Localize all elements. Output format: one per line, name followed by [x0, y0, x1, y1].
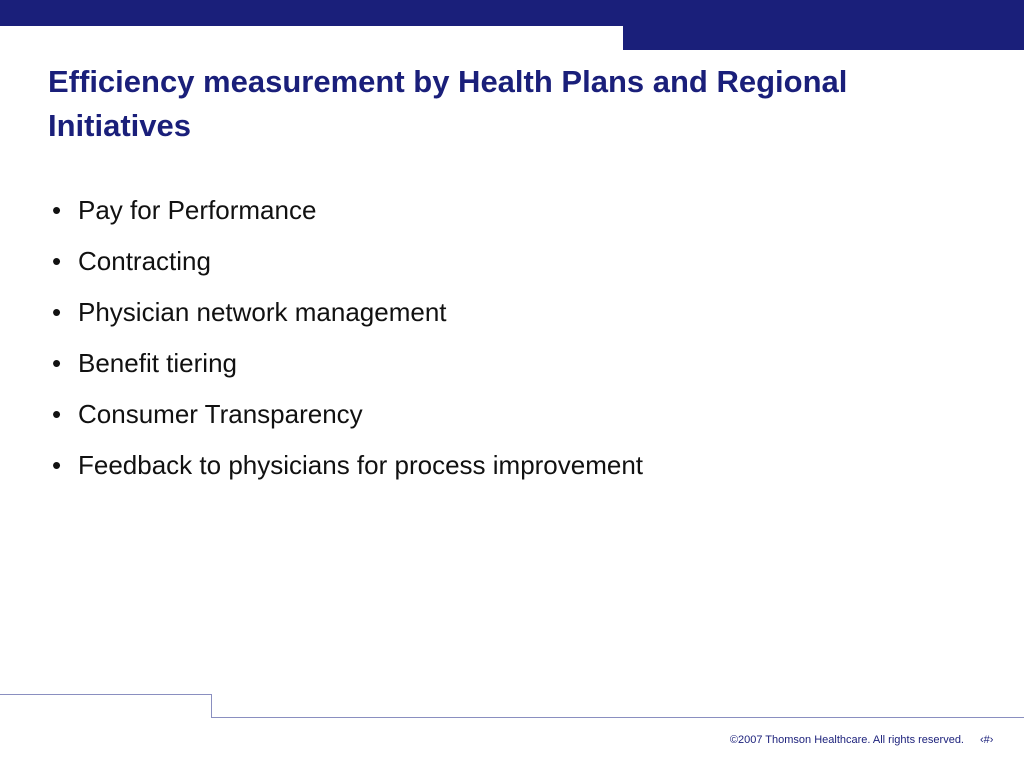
- slide-title: Efficiency measurement by Health Plans and Regional Initiatives: [48, 64, 848, 143]
- bullet-item: [52, 398, 643, 449]
- footer-rule-step: [211, 694, 212, 718]
- bullet-icon: •: [52, 399, 62, 429]
- bullet-text: Feedback to physicians for process improvement: [78, 450, 644, 480]
- bullet-list: [52, 194, 643, 500]
- bullet-text: Pay for Performance: [78, 195, 317, 225]
- footer-rule-left: [0, 694, 212, 695]
- footer-rule-right: [211, 717, 1024, 718]
- bullet-item: [52, 347, 643, 398]
- bullet-text: Contracting: [78, 246, 211, 276]
- bullet-item: [52, 296, 643, 347]
- bullet-text: Benefit tiering: [78, 348, 237, 378]
- copyright-text: ©2007 Thomson Healthcare. All rights reserved.: [729, 734, 964, 746]
- bullet-icon: •: [52, 348, 62, 378]
- bullet-icon: •: [52, 297, 62, 327]
- header-bar-tab: [623, 26, 1024, 50]
- bullet-item: [52, 449, 643, 500]
- bullet-text: Physician network management: [78, 297, 447, 327]
- bullet-item: [52, 194, 643, 245]
- bullet-icon: •: [52, 195, 62, 225]
- slide-number: ‹#›: [980, 734, 994, 746]
- bullet-item: [52, 245, 643, 296]
- bullet-text: Consumer Transparency: [78, 399, 363, 429]
- header-bar: [0, 0, 1024, 26]
- bullet-icon: •: [52, 450, 62, 480]
- bullet-icon: •: [52, 246, 62, 276]
